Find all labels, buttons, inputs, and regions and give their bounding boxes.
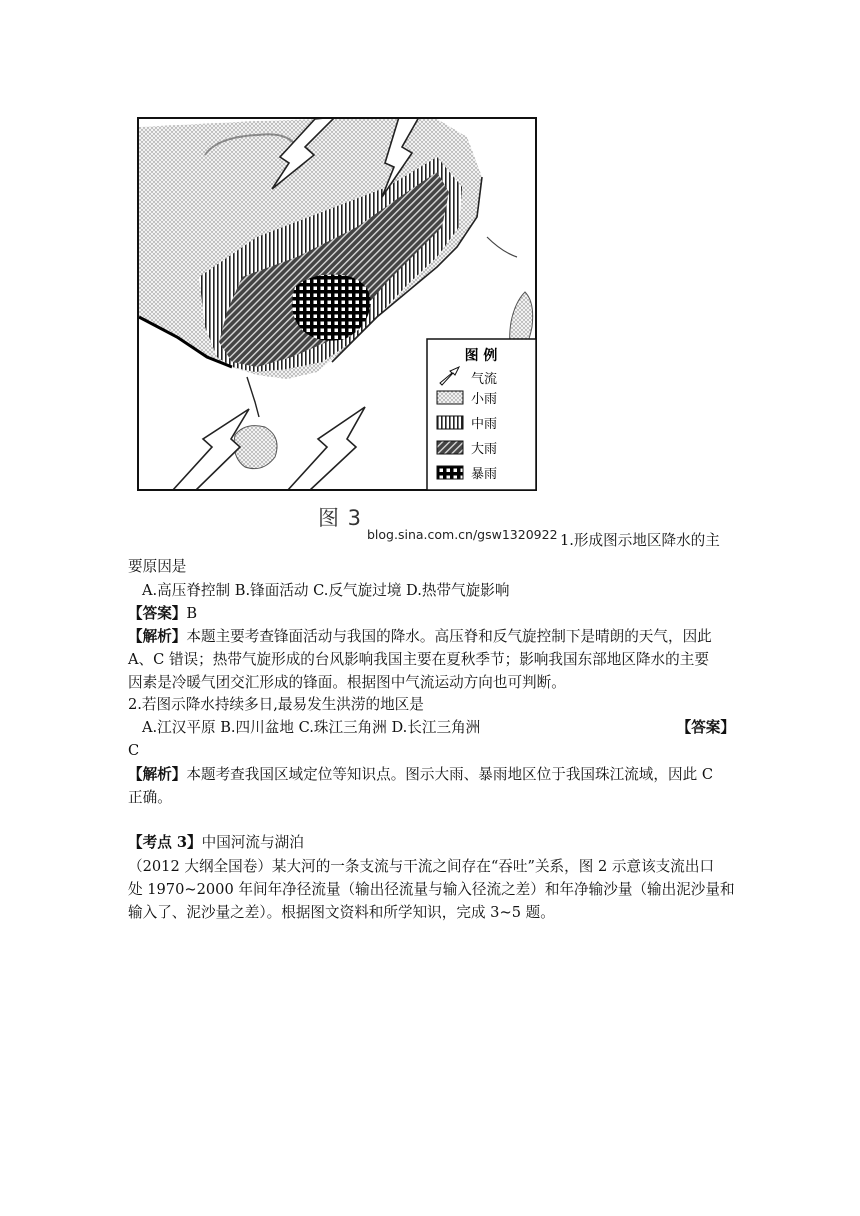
legend-light-swatch xyxy=(437,391,463,404)
q1-analysis-line1 xyxy=(128,626,712,648)
legend-label-storm: 暴雨 xyxy=(471,467,498,482)
q2-options: A.江汉平原 B.四川盆地 C.珠江三角洲 D.长江三角洲 xyxy=(142,719,481,736)
q1-analysis-line3: 因素是冷暖气团交汇形成的锋面。根据图中气流运动方向也可判断。 xyxy=(128,674,566,691)
q2-answer-label: 【答案】 xyxy=(676,719,735,736)
q1-analysis-label: 【解析】 xyxy=(128,628,187,645)
watermark-url: blog.sina.com.cn/gsw1320922 xyxy=(367,527,558,542)
q1-stem-part1: 1.形成图示地区降水的主 xyxy=(560,532,720,549)
q1-options: A.高压脊控制 B.锋面活动 C.反气旋过境 D.热带气旋影响 xyxy=(142,582,510,599)
q1-stem-part2: 要原因是 xyxy=(128,558,187,575)
q1-analysis-text1: 本题主要考查锋面活动与我国的降水。高压脊和反气旋控制下是晴朗的天气，因此 xyxy=(186,628,712,645)
q2-analysis-line1 xyxy=(128,764,713,786)
section-title: 中国河流与湖泊 xyxy=(201,834,304,851)
q2-stem: 2.若图示降水持续多日,最易发生洪涝的地区是 xyxy=(128,696,424,713)
section-label: 【考点 3】 xyxy=(128,834,202,851)
q2-analysis-text1: 本题考查我国区域定位等知识点。图示大雨、暴雨地区位于我国珠江流域，因此 C xyxy=(186,766,713,783)
section-heading xyxy=(128,832,304,854)
q2-answer-value: C xyxy=(128,742,140,759)
q1-answer-label: 【答案】 xyxy=(128,605,187,622)
legend-heavy-swatch xyxy=(437,441,463,454)
legend-label-airflow: 气流 xyxy=(471,372,498,387)
q2-analysis-label: 【解析】 xyxy=(128,766,187,783)
legend-label-moderate: 中雨 xyxy=(471,417,498,432)
legend-moderate-swatch xyxy=(437,416,463,429)
q2-analysis-line2: 正确。 xyxy=(128,789,172,806)
legend-label-heavy: 大雨 xyxy=(471,442,498,457)
section-intro-line1: （2012 大纲全国卷）某大河的一条支流与干流之间存在“吞吐”关系，图 2 示意该支流出口 xyxy=(128,858,715,875)
q1-answer xyxy=(128,603,197,625)
q1-answer-value: B xyxy=(186,605,198,622)
legend-storm-swatch xyxy=(437,466,463,479)
section-intro-line3: 输入了、泥沙量之差）。根据图文资料和所学知识，完成 3~5 题。 xyxy=(128,904,555,921)
legend xyxy=(427,339,536,490)
legend-label-light: 小雨 xyxy=(471,392,498,407)
section-intro-line2: 处 1970~2000 年间年净径流量（输出径流量与输入径流之差）和年净输沙量（输出泥沙量和 xyxy=(128,881,735,898)
figure-caption: 图 3 xyxy=(318,506,363,530)
precipitation-map xyxy=(137,117,537,491)
q1-analysis-line2: A、C 错误；热带气旋形成的台风影响我国主要在夏秋季节；影响我国东部地区降水的主要 xyxy=(128,651,709,668)
legend-title: 图 例 xyxy=(464,348,498,364)
